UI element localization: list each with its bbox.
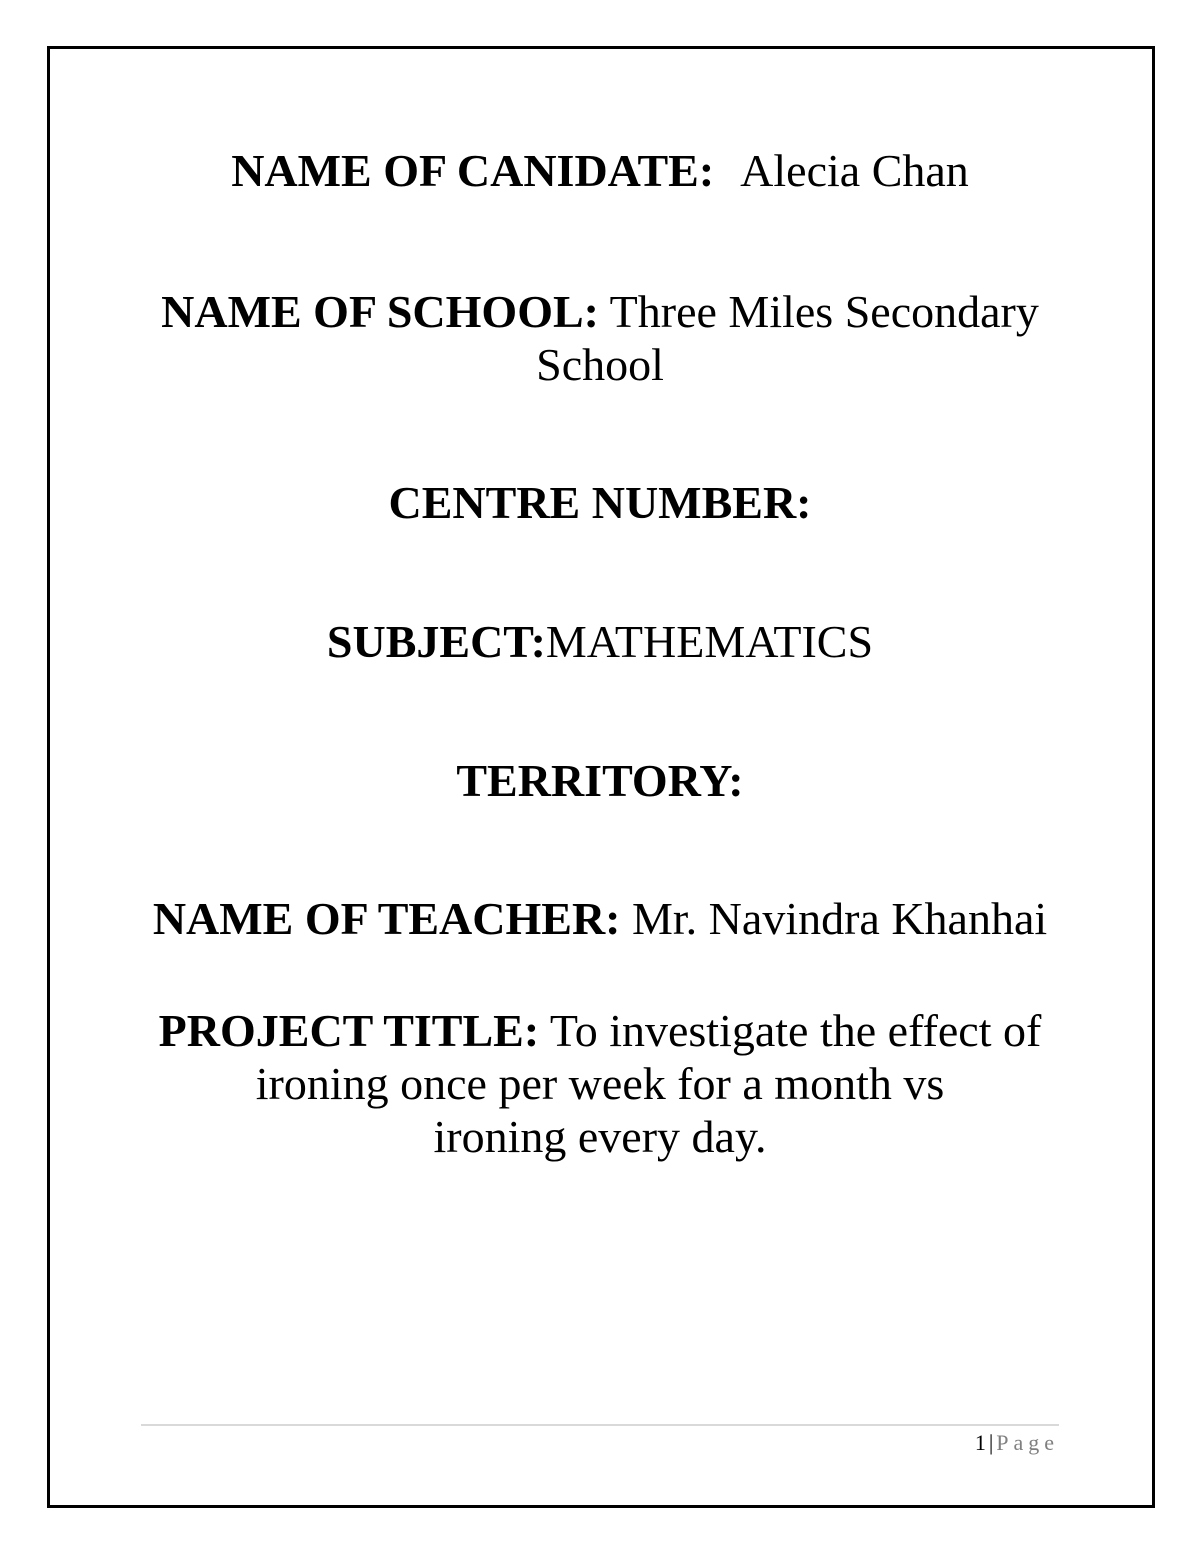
- teacher-value: Mr. Navindra Khanhai: [632, 893, 1048, 944]
- subject-label: SUBJECT:: [326, 616, 546, 667]
- territory-row: [130, 754, 1070, 807]
- territory-label: TERRITORY:: [456, 755, 744, 806]
- project-title-line3: ironing every day.: [433, 1111, 767, 1162]
- subject-value: MATHEMATICS: [545, 616, 874, 667]
- school-value-line2: School: [536, 339, 664, 390]
- candidate-row: [130, 144, 1070, 197]
- footer-rule: [141, 1424, 1059, 1426]
- project-title-line2: ironing once per week for a month vs: [255, 1058, 945, 1109]
- school-label: NAME OF SCHOOL:: [161, 286, 599, 337]
- project-title-label: PROJECT TITLE:: [158, 1005, 540, 1056]
- candidate-value: Alecia Chan: [740, 145, 969, 196]
- school-value-line1: Three Miles Secondary: [609, 286, 1039, 337]
- teacher-label: NAME OF TEACHER:: [152, 893, 621, 944]
- page-word: Page: [996, 1430, 1059, 1455]
- teacher-row: [130, 892, 1070, 945]
- page-footer: [975, 1428, 1059, 1458]
- project-title-line1: To investigate the effect of: [549, 1005, 1042, 1056]
- footer-separator: |: [988, 1430, 994, 1455]
- centre-label: CENTRE NUMBER:: [388, 477, 812, 528]
- candidate-label: NAME OF CANIDATE:: [231, 145, 715, 196]
- page-number: 1: [974, 1430, 986, 1455]
- centre-row: [130, 476, 1070, 529]
- subject-row: [130, 615, 1070, 668]
- school-row: [130, 285, 1070, 391]
- project-title-row: [130, 1004, 1070, 1163]
